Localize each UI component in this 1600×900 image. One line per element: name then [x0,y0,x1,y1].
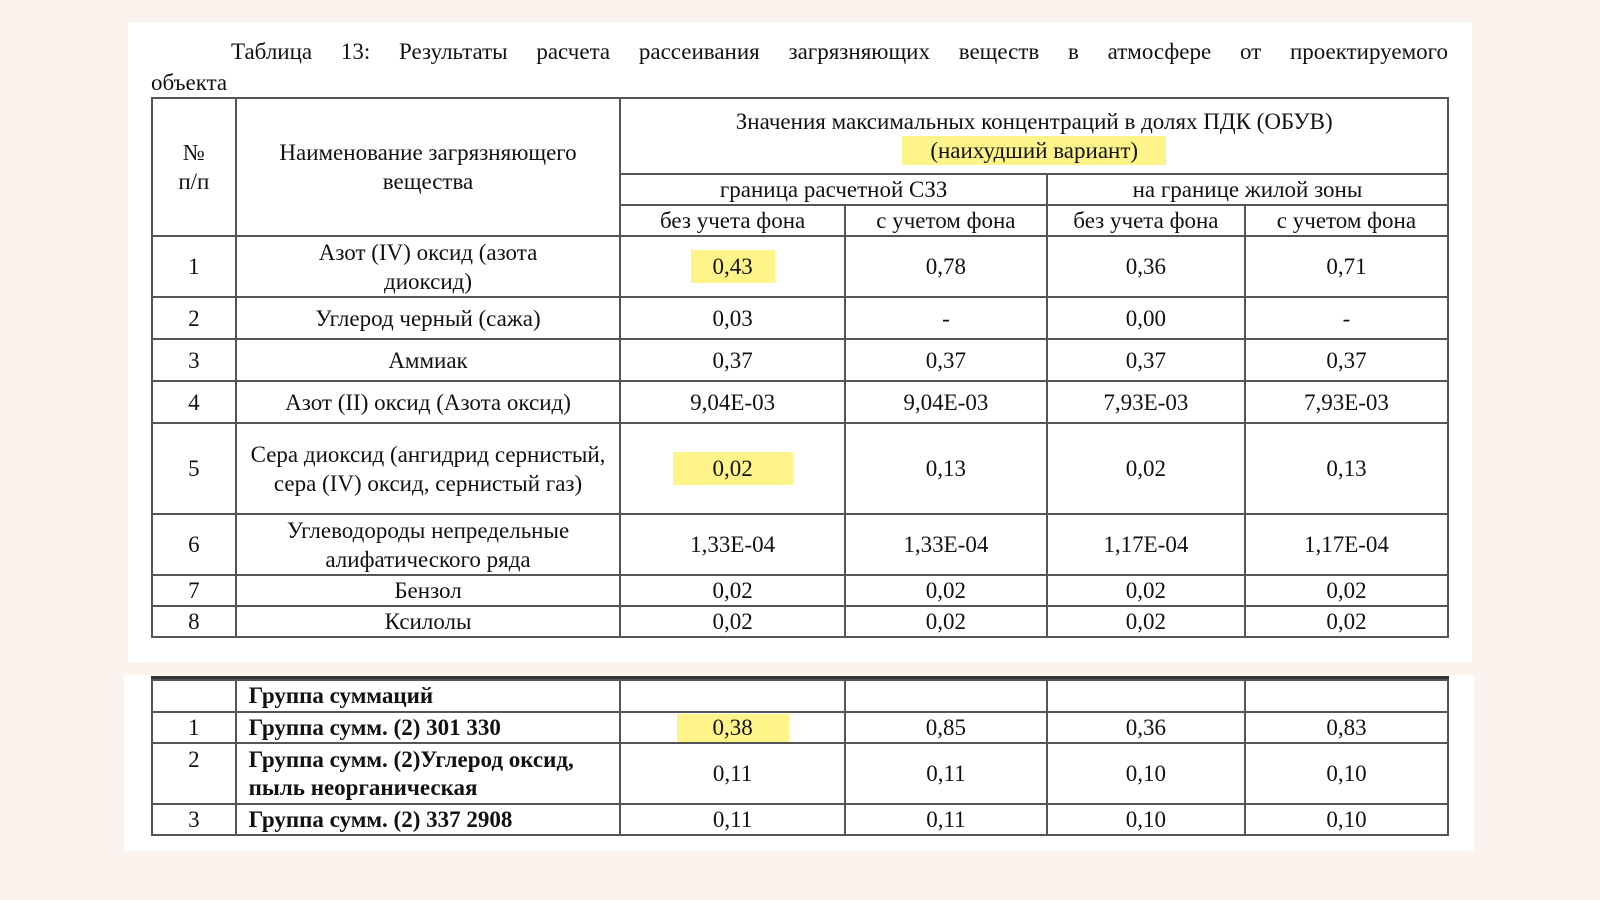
value-cell: 0,83 [1245,712,1448,743]
table-caption [151,36,1448,98]
value-cell [845,680,1047,712]
table-row [152,297,1448,339]
summation-group-name: Группа сумм. (2) 337 2908 [236,804,621,835]
table-row [152,339,1448,381]
row-number: 8 [152,606,236,637]
substance-name: Сера диоксид (ангидрид сернистый, сера (IV) оксид, сернистый газ) [236,423,621,514]
value-cell: 0,02 [1245,606,1448,637]
value-cell: 0,37 [1245,339,1448,381]
value-cell: 0,37 [620,339,845,381]
value-cell: 0,37 [845,339,1047,381]
table-row [152,712,1448,743]
value-cell [620,680,845,712]
value-cell [620,236,845,297]
value-cell: 0,02 [1047,423,1245,514]
header-with-bg-szz: с учетом фона [845,205,1047,236]
caption-line-1: Таблица 13: Результаты расчета рассеивания загрязняющих веществ в атмосфере от проектируемого [231,39,1448,64]
header-no-bg-res: без учета фона [1047,205,1245,236]
value-cell: 0,11 [845,743,1047,804]
value-cell: 1,33E-04 [845,514,1047,575]
caption-line-2: объекта [151,70,228,95]
table-row [152,804,1448,835]
value-cell: 0,03 [620,297,845,339]
value-cell: - [1245,297,1448,339]
table-row [152,575,1448,606]
value-cell: 0,11 [845,804,1047,835]
value-cell: 0,11 [620,743,845,804]
header-values [620,98,1448,174]
table-row [152,236,1448,297]
substance-name: Углерод черный (сажа) [236,297,621,339]
table-row [152,423,1448,514]
header-values-label: Значения максимальных концентраций в долях ПДК (ОБУВ) [735,109,1333,134]
value-cell: 0,10 [1047,804,1245,835]
header-variant: (наихудший вариант) [902,136,1166,165]
value-cell [1047,680,1245,712]
value-cell: 0,71 [1245,236,1448,297]
summation-group-name: Группа сумм. (2) 301 330 [236,712,621,743]
summation-group-title: Группа суммаций [236,680,621,712]
row-number: 4 [152,381,236,423]
value-cell [620,712,845,743]
row-number: 5 [152,423,236,514]
value-cell: 1,17E-04 [1047,514,1245,575]
header-name: Наименование загрязняющего вещества [236,98,621,236]
value-cell: 0,00 [1047,297,1245,339]
value-cell: 0,36 [1047,712,1245,743]
value-cell: - [845,297,1047,339]
table-row [152,743,1448,804]
row-number: 1 [152,236,236,297]
value-cell: 0,02 [620,606,845,637]
table-row [152,514,1448,575]
table-row [152,606,1448,637]
substance-name: Ксилолы [236,606,621,637]
value-cell: 0,10 [1245,804,1448,835]
row-number: 2 [152,743,236,804]
summation-table [151,679,1449,836]
value-cell: 1,33E-04 [620,514,845,575]
row-number: 6 [152,514,236,575]
value-cell: 1,17E-04 [1245,514,1448,575]
value-cell: 0,37 [1047,339,1245,381]
row-number: 3 [152,804,236,835]
substance-name: Азот (IV) оксид (азота диоксид) [236,236,621,297]
header-no-bg-szz: без учета фона [620,205,845,236]
header-residential: на границе жилой зоны [1047,174,1448,205]
value-cell [620,423,845,514]
value-cell: 0,13 [1245,423,1448,514]
table-row [152,680,1448,712]
value-cell: 0,10 [1047,743,1245,804]
value-cell: 0,78 [845,236,1047,297]
value-cell [1245,680,1448,712]
value-cell: 7,93E-03 [1245,381,1448,423]
row-number: 2 [152,297,236,339]
value-cell: 9,04E-03 [620,381,845,423]
header-num: № п/п [152,98,236,236]
summation-group-name: Группа сумм. (2)Углерод оксид, пыль неорганическая [236,743,621,804]
value-cell: 0,13 [845,423,1047,514]
substance-name: Бензол [236,575,621,606]
value-cell: 0,02 [845,575,1047,606]
value-cell: 7,93E-03 [1047,381,1245,423]
value-cell: 0,36 [1047,236,1245,297]
value-cell: 0,02 [845,606,1047,637]
highlighted-value: 0,43 [691,250,775,283]
header-with-bg-res: с учетом фона [1245,205,1448,236]
substance-name: Азот (II) оксид (Азота оксид) [236,381,621,423]
value-cell: 0,02 [1245,575,1448,606]
value-cell: 0,02 [1047,606,1245,637]
value-cell: 0,02 [620,575,845,606]
value-cell: 0,02 [1047,575,1245,606]
substance-name: Углеводороды непредельные алифатического ряда [236,514,621,575]
row-number: 3 [152,339,236,381]
table-row [152,381,1448,423]
value-cell: 0,11 [620,804,845,835]
row-number: 7 [152,575,236,606]
highlighted-value: 0,02 [673,452,793,485]
row-number [152,680,236,712]
highlighted-value: 0,38 [677,714,789,742]
row-number: 1 [152,712,236,743]
header-szz: граница расчетной СЗЗ [620,174,1047,205]
results-table [151,97,1449,638]
value-cell: 9,04E-03 [845,381,1047,423]
value-cell: 0,85 [845,712,1047,743]
substance-name: Аммиак [236,339,621,381]
value-cell: 0,10 [1245,743,1448,804]
